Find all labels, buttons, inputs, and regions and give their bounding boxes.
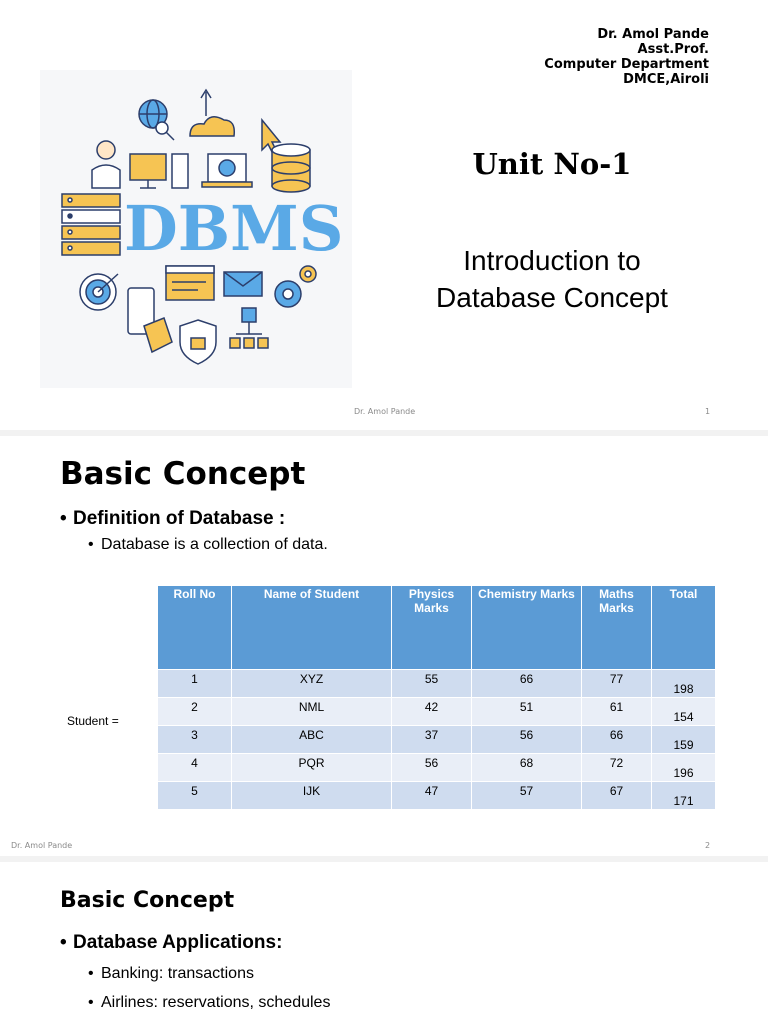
- bullet-dot: •: [60, 508, 67, 529]
- cell-total: 171: [652, 782, 716, 810]
- cell-chemistry: 51: [472, 698, 582, 726]
- slide-page-number: 2: [705, 841, 711, 850]
- cell-name: ABC: [232, 726, 392, 754]
- unit-title: Unit No-1: [472, 147, 632, 181]
- browser-window-icon: [166, 266, 214, 300]
- gear-icon: [275, 266, 316, 307]
- chapter-title-line-1: Introduction to: [463, 245, 641, 276]
- cell-total: 196: [652, 754, 716, 782]
- bullet-dot: •: [88, 994, 94, 1011]
- slide-3: [0, 862, 768, 1024]
- cell-chemistry: 57: [472, 782, 582, 810]
- cell-total: 159: [652, 726, 716, 754]
- bullet-text: Definition of Database :: [73, 508, 286, 529]
- cell-maths: 61: [582, 698, 652, 726]
- table-row: [158, 782, 716, 810]
- cell-physics: 37: [392, 726, 472, 754]
- cell-name: IJK: [232, 782, 392, 810]
- slide-heading: Basic Concept: [60, 888, 235, 913]
- author-name: Dr. Amol Pande: [597, 27, 709, 42]
- shield-lock-icon: [180, 320, 216, 364]
- bullet-definition: [60, 508, 285, 530]
- table-row: [158, 754, 716, 782]
- table-row: [158, 670, 716, 698]
- table-row: [158, 698, 716, 726]
- globe-icon: [139, 100, 174, 140]
- dbms-art-label: DBMS: [124, 192, 344, 265]
- cell-roll-no: 2: [158, 698, 232, 726]
- envelope-icon: [224, 272, 262, 296]
- bullet-text: Database Applications:: [73, 932, 283, 953]
- chapter-title-line-2: Database Concept: [436, 282, 668, 313]
- cell-name: PQR: [232, 754, 392, 782]
- sub-bullet-definition: [88, 536, 328, 554]
- slide-1: [0, 0, 768, 428]
- monitor-icon: [130, 154, 188, 188]
- cell-total: 198: [652, 670, 716, 698]
- cell-chemistry: 56: [472, 726, 582, 754]
- bullet-dot: •: [88, 965, 94, 982]
- student-marks-table: [157, 585, 716, 810]
- column-header-name: Name of Student: [232, 586, 392, 670]
- column-header-maths: Maths Marks: [582, 586, 652, 670]
- slide-footer-author: Dr. Amol Pande: [354, 407, 416, 416]
- cell-maths: 77: [582, 670, 652, 698]
- cell-physics: 56: [392, 754, 472, 782]
- sub-bullet-banking: [88, 965, 254, 983]
- slide-heading: Basic Concept: [60, 456, 306, 492]
- bullet-dot: •: [60, 932, 67, 953]
- user-icon: [92, 141, 120, 188]
- cell-maths: 66: [582, 726, 652, 754]
- cell-physics: 55: [392, 670, 472, 698]
- slide-2: [0, 436, 768, 856]
- column-header-chemistry: Chemistry Marks: [472, 586, 582, 670]
- sub-bullet-text: Airlines: reservations, schedules: [101, 994, 331, 1011]
- slide-page-number: 1: [705, 407, 711, 416]
- student-relation-label: Student =: [67, 714, 119, 728]
- table-row: [158, 726, 716, 754]
- author-title: Asst.Prof.: [637, 42, 709, 57]
- dbms-illustration: [40, 70, 352, 388]
- sub-bullet-airlines: [88, 994, 330, 1012]
- cell-roll-no: 1: [158, 670, 232, 698]
- bullet-applications: [60, 932, 282, 954]
- cell-roll-no: 4: [158, 754, 232, 782]
- sub-bullet-text: Banking: transactions: [101, 965, 254, 982]
- cell-name: NML: [232, 698, 392, 726]
- cell-physics: 47: [392, 782, 472, 810]
- target-icon: [80, 274, 118, 310]
- laptop-icon: [202, 154, 252, 187]
- bullet-dot: •: [88, 536, 94, 553]
- hierarchy-icon: [230, 308, 268, 348]
- cell-name: XYZ: [232, 670, 392, 698]
- author-institute: DMCE,Airoli: [623, 72, 709, 87]
- cell-maths: 72: [582, 754, 652, 782]
- table-header-row: [158, 586, 716, 670]
- column-header-total: Total: [652, 586, 716, 670]
- cell-roll-no: 3: [158, 726, 232, 754]
- cell-chemistry: 68: [472, 754, 582, 782]
- sub-bullet-text: Database is a collection of data.: [101, 536, 328, 553]
- chapter-title: [402, 242, 702, 316]
- server-stack-icon: [62, 194, 120, 255]
- author-info: [544, 27, 709, 87]
- cell-roll-no: 5: [158, 782, 232, 810]
- cell-total: 154: [652, 698, 716, 726]
- cell-physics: 42: [392, 698, 472, 726]
- author-department: Computer Department: [544, 57, 709, 72]
- cell-chemistry: 66: [472, 670, 582, 698]
- cell-maths: 67: [582, 782, 652, 810]
- column-header-roll-no: Roll No: [158, 586, 232, 670]
- cloud-icon: [190, 90, 234, 136]
- database-icon: [272, 144, 310, 192]
- slide-footer-author: Dr. Amol Pande: [11, 841, 73, 850]
- column-header-physics: Physics Marks: [392, 586, 472, 670]
